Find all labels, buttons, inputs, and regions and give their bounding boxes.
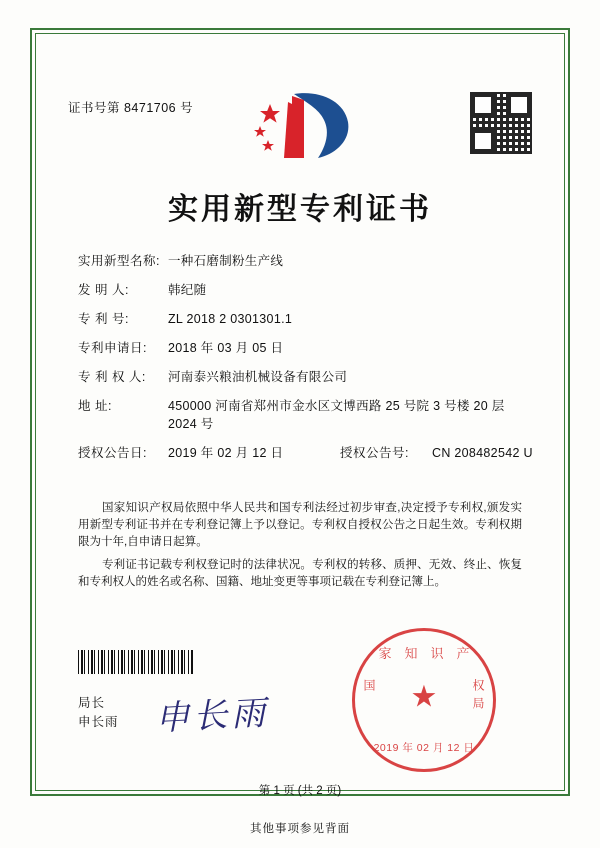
field-row	[78, 397, 528, 433]
field-value: 2019 年 02 月 12 日	[168, 446, 284, 460]
field-label: 专 利 号:	[78, 312, 129, 326]
field-row	[78, 281, 528, 299]
footer-note: 其他事项参见背面	[250, 823, 350, 835]
legal-paragraph: 国家知识产权局依照中华人民共和国专利法经过初步审查,决定授予专利权,颁发实用新型专利证书并在专利登记簿上予以登记。专利权自授权公告之日起生效。专利权期限为十年,自申请日起算。	[78, 502, 522, 548]
field-row	[78, 339, 528, 357]
signature-labels	[78, 694, 119, 732]
field-value: 韩纪随	[168, 283, 207, 297]
field-row	[78, 444, 533, 462]
seal-right-text: 权局	[471, 679, 485, 715]
field-value: 450000 河南省郑州市金水区文博西路 25 号院 3 号楼 20 层 2024 号	[168, 399, 505, 431]
signature-name: 申长雨	[78, 715, 119, 729]
field-label: 授权公告号:	[340, 446, 409, 460]
field-label: 授权公告日:	[78, 446, 147, 460]
field-value: 一种石磨制粉生产线	[168, 254, 284, 268]
page-title: 实用新型专利证书	[168, 192, 432, 227]
field-label: 发 明 人:	[78, 283, 129, 297]
field-label: 专 利 权 人:	[78, 370, 146, 384]
field-label: 实用新型名称:	[78, 254, 160, 268]
field-value: CN 208482542 U	[432, 446, 533, 460]
qr-code-icon	[470, 92, 532, 154]
page-number: 第 1 页 (共 2 页)	[258, 785, 342, 797]
field-value: 河南泰兴粮油机械设备有限公司	[168, 370, 348, 384]
field-label: 地 址:	[78, 399, 112, 413]
field-row	[78, 310, 528, 328]
field-label: 专利申请日:	[78, 341, 147, 355]
field-row	[78, 368, 528, 386]
seal-top-text: 家知识产	[378, 647, 483, 662]
seal-left-text: 国	[362, 679, 376, 697]
legal-paragraph: 专利证书记载专利权登记时的法律状况。专利权的转移、质押、无效、终止、恢复和专利权人的姓名或名称、国籍、地址变更等事项记载在专利登记簿上。	[78, 559, 522, 588]
field-row	[78, 252, 528, 270]
seal-emblem-icon: ★	[410, 680, 438, 714]
handwritten-signature: 申长雨	[154, 693, 271, 739]
signature-title: 局长	[78, 696, 106, 710]
seal-date: 2019 年 02 月 12 日	[373, 742, 475, 754]
field-value: ZL 2018 2 0301301.1	[168, 312, 293, 326]
legal-text	[78, 500, 522, 597]
cnipa-logo-icon	[248, 88, 352, 164]
field-value: 2018 年 03 月 05 日	[168, 341, 284, 355]
barcode-icon	[78, 650, 194, 674]
official-seal	[352, 628, 496, 772]
certificate-number: 证书号第 8471706 号	[68, 101, 194, 115]
field-list	[78, 252, 533, 473]
